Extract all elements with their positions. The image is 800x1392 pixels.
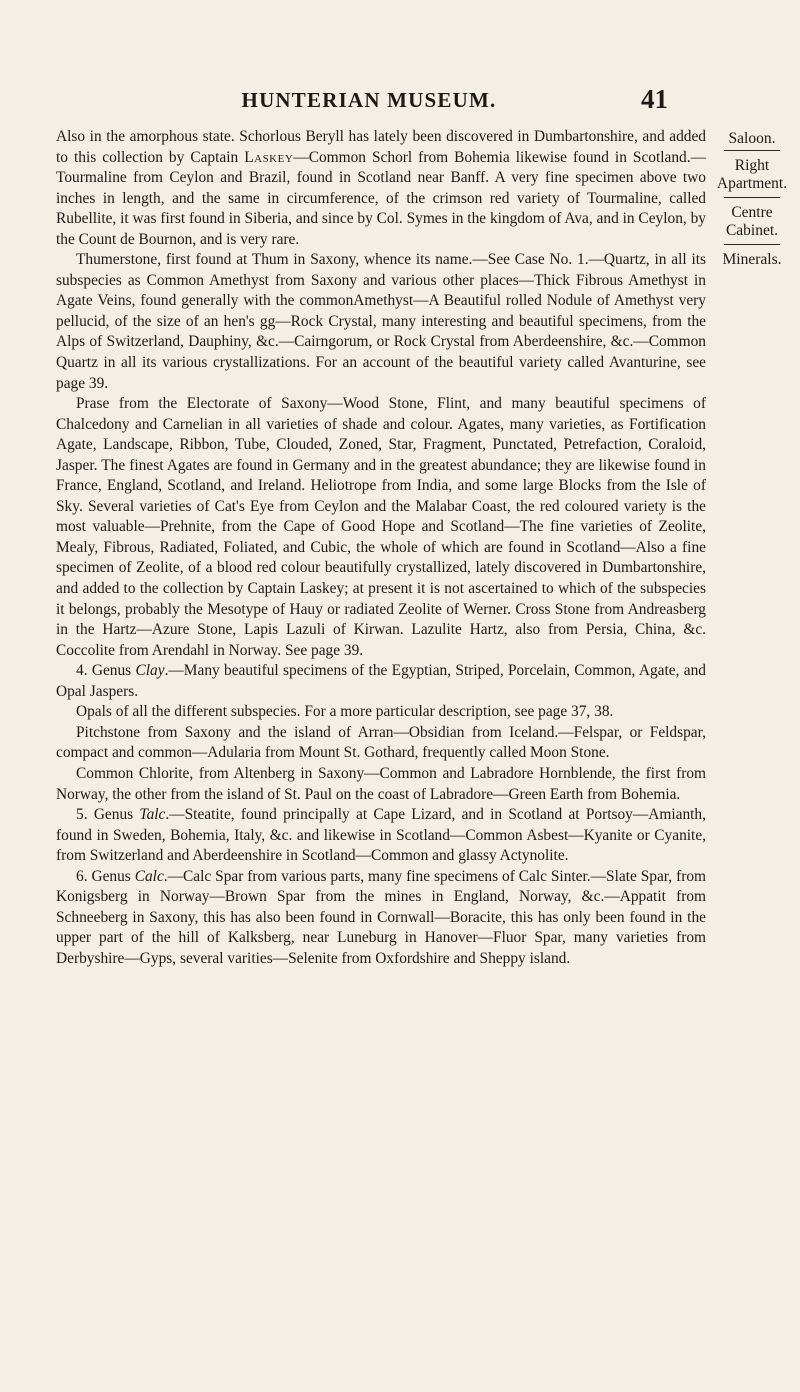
paragraph: [56, 250, 706, 394]
margin-note-apartment: Apartment.: [716, 175, 788, 192]
text-run: —Common Schorl from Bohemia likewise found in Scotland.—Tourmaline from Ceylon and Brazil, found in Scotland near Banff. A very fine specimen above two inches in length, and the same in circumference, of the crimson red variety of Tourmaline, called Rubellite, it was first found in Siberia, and since by Col. Symes in the kingdom of Ava, and in Ceylon, by the Count de Bournon, and is very rare.: [56, 148, 706, 248]
text-run: Also in the amorphous state. Schorlous Beryll has lately been discovered in Dumbartonshire, and added to this collection by Captain: [56, 128, 706, 166]
paragraph: [56, 661, 706, 702]
paragraph: [56, 702, 706, 723]
text-run: Thumerstone, first found at Thum in Saxony, whence its name.—See Case No. 1.—Quartz, in all its subspecies as Common Amethyst from Saxony and various other places—Thick Fibrous Amethyst in Agate Veins, found generally with the commonAmethyst—A Beautiful rolled Nodule of Amethyst very pellucid, of the size of an hen's gg—Rock Crystal, many interesting and beautiful specimens, from the Alps of Switzerland, Dauphiny, &c.—Cairngorum, or Rock Crystal from Aberdeenshire, &c.—Common Quartz in all its various crystallizations. For an account of the beautiful variety called Avanturine, see page 39.: [56, 251, 706, 392]
text-run: 6. Genus: [76, 867, 135, 885]
text-run: 4. Genus: [76, 662, 136, 680]
text-run: Opals of all the different subspecies. For a more particular description, see page 37, 38.: [76, 703, 614, 721]
page-number: 41: [641, 84, 668, 114]
paragraph: [56, 764, 706, 805]
margin-note-cabinet: Cabinet.: [725, 222, 779, 239]
person-name: Laskey: [244, 148, 294, 166]
genus-name: Calc: [134, 867, 164, 885]
paragraph: [56, 867, 706, 970]
paragraph: [56, 723, 706, 764]
paragraph: [56, 127, 706, 250]
body-text: [56, 127, 706, 969]
text-run: Pitchstone from Saxony and the island of Arran—Obsidian from Iceland.—Felspar, or Feldspar, compact and common—Adularia from Mount St. Gothard, frequently called Moon Stone.: [56, 723, 706, 762]
margin-rule: [724, 197, 780, 198]
running-title: HUNTERIAN MUSEUM.: [241, 88, 497, 112]
margin-note-saloon: Saloon.: [728, 130, 776, 147]
genus-name: Clay: [135, 662, 165, 680]
margin-rule: [724, 150, 780, 151]
running-head: [56, 84, 682, 116]
text-run: .—Calc Spar from various parts, many fine specimens of Calc Sinter.—Slate Spar, from Konigsberg in Norway—Brown Spar from the mines in England, Norway, &c.—Appatit from Schneeberg in Saxony, this has also been found in Cornwall—Boracite, this has only been found in the upper part of the hill of Kalksberg, near Luneburg in Hanover—Fluor Spar, many varieties from Derbyshire—Gyps, several varities—Selenite from Oxfordshire and Sheppy island.: [56, 867, 706, 967]
text-run: .—Many beautiful specimens of the Egyptian, Striped, Porcelain, Common, Agate, and Opal Jaspers.: [56, 662, 706, 700]
text-run: .—Steatite, found principally at Cape Lizard, and in Scotland at Portsoy—Amianth, found in Sweden, Bohemia, Italy, &c. and likewise in Scotland—Common Asbest—Kyanite or Cyanite, from Switzerland and Aberdeenshire in Scotland—Common and glassy Actynolite.: [56, 806, 706, 865]
margin-note-right: Right: [734, 157, 770, 174]
genus-name: Talc: [139, 806, 166, 824]
margin-rule: [724, 244, 780, 245]
text-run: 5. Genus: [76, 806, 140, 824]
paragraph: [56, 805, 706, 867]
margin-note-minerals: Minerals.: [722, 251, 782, 268]
paragraph: [56, 394, 706, 661]
margin-note-centre: Centre: [731, 204, 773, 221]
text-run: Prase from the Electorate of Saxony—Wood Stone, Flint, and many beautiful specimens of Chalcedony and Carnelian in all varieties of shade and colour. Agates, many varieties, as Fortification Agate, Landscape, Ribbon, Tube, Clouded, Zoned, Star, Fragment, Punctated, Petrefaction, Coraloid, Jasper. The finest Agates are found in Germany and in the greatest abundance; they are likewise found in France, England, Scotland, and Ireland. Heliotrope from India, and some large Blocks from the Isle of Sky. Several varieties of Cat's Eye from Ceylon and the Malabar Coast, the red coloured variety is the most valuable—Prehnite, from the Cape of Good Hope and Scotland—The fine varieties of Zeolite, Mealy, Fibrous, Radiated, Foliated, and Cubic, the whole of which are found in Scotland—Also a fine specimen of Zeolite, of a blood red colour beautifully crystallized, lately discovered in Dumbartonshire, and added to the collection by Captain Laskey; at present it is not ascertained to which of the subspecies it belongs, probably the Mesotype of Hauy or radiated Zeolite of Werner. Cross Stone from Andreasberg in the Hartz—Azure Stone, Lapis Lazuli of Kirwan. Lazulite Hartz, also from Persia, China, &c. Coccolite from Arendahl in Norway. See page 39.: [56, 395, 706, 659]
text-run: Common Chlorite, from Altenberg in Saxony—Common and Labradore Hornblende, the first from Norway, the other from the island of St. Paul on the coast of Labradore—Green Earth from Bohemia.: [56, 764, 706, 803]
